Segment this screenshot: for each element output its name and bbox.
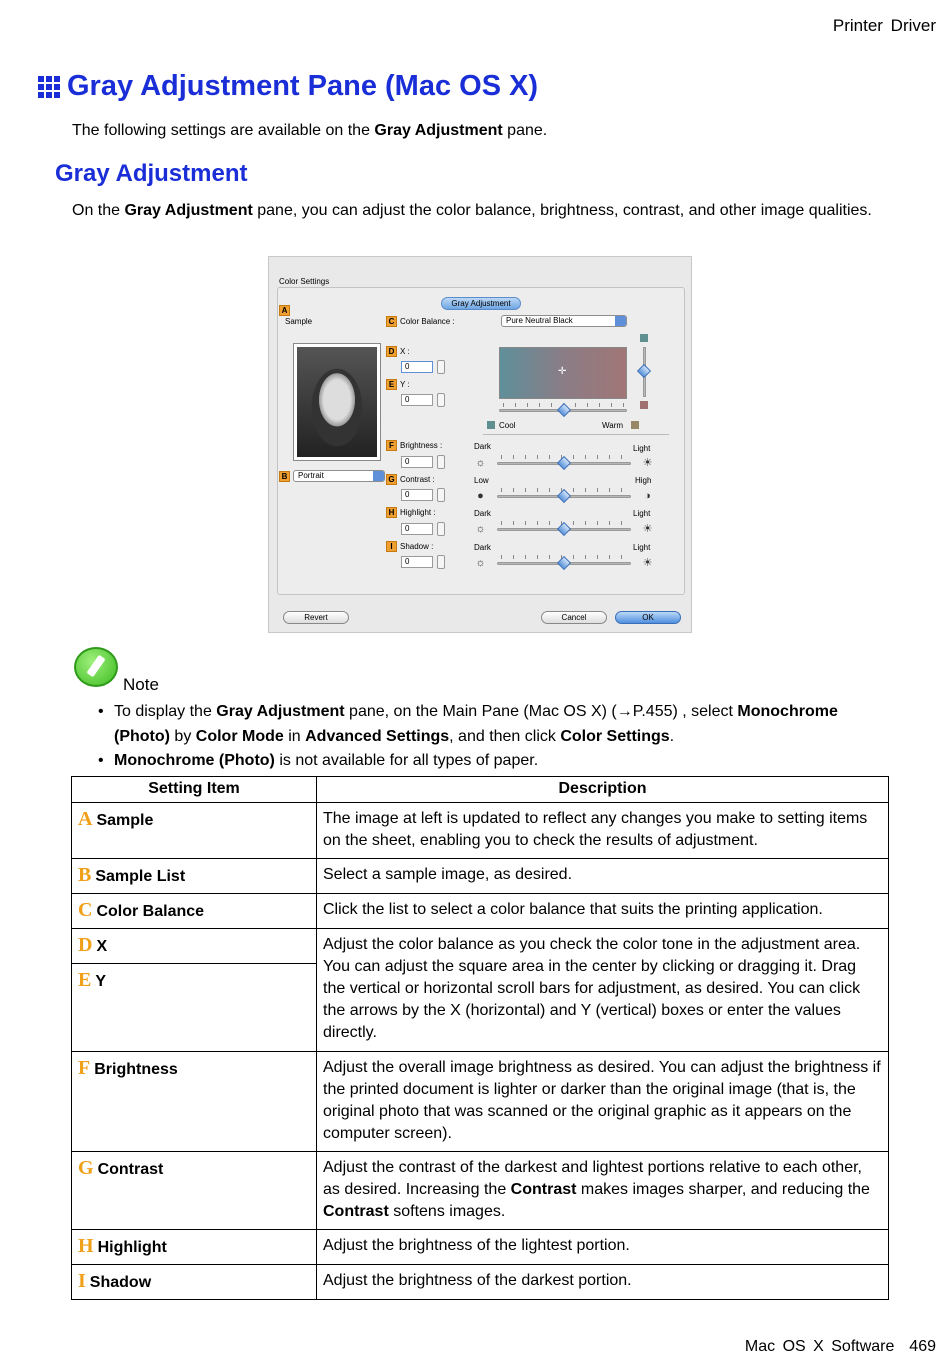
item-name: Sample	[96, 812, 154, 829]
contrast-stepper[interactable]	[437, 488, 445, 502]
table-row	[72, 1265, 889, 1300]
brightness-label: Brightness :	[400, 441, 443, 450]
footer-section: Mac OS X Software	[744, 1338, 895, 1355]
t: To display the	[114, 703, 217, 720]
warm-swatch-vertical	[640, 401, 648, 409]
intro-pre: The following settings are available on the	[72, 122, 375, 139]
b: Advanced Settings	[305, 727, 450, 745]
setting-desc: Select a sample image, as desired.	[317, 859, 889, 894]
popup-arrow-icon	[373, 471, 384, 481]
brightness-light-label: Light	[633, 444, 651, 453]
shadow-field[interactable]: 0	[401, 556, 433, 568]
shadow-dark-label: Dark	[474, 543, 491, 552]
b: Color Mode	[195, 727, 284, 745]
intro-text	[72, 122, 547, 140]
low-contrast-icon: ●	[477, 490, 484, 502]
b: Gray Adjustment	[216, 703, 345, 720]
note-pencil-icon	[74, 647, 118, 687]
setting-desc	[317, 1152, 889, 1230]
setting-desc: Adjust the overall image brightness as desired. You can adjust the brightness if the printed document is lighter or darker than the original image (that is, the original photo that was scanned or the original graphic as it appears on the computer screen).	[317, 1052, 889, 1152]
light-sun-icon: ☀	[642, 523, 653, 535]
b: Color Settings	[560, 727, 670, 745]
light-sun-icon: ☀	[642, 557, 653, 569]
cancel-button[interactable]: Cancel	[541, 611, 607, 624]
note-bullet-2	[96, 749, 896, 774]
item-letter: G	[78, 1157, 94, 1179]
high-contrast-icon: ◑	[644, 490, 651, 502]
t: Adjust the contrast of the darkest and lightest portions relative to each other, as desired. Increasing the	[323, 1159, 862, 1198]
item-name: Shadow	[89, 1274, 152, 1291]
shadow-light-label: Light	[633, 543, 651, 552]
contrast-high-label: High	[635, 476, 652, 485]
contrast-label: Contrast :	[400, 475, 435, 484]
sample-image	[293, 343, 381, 461]
t: pane, on the Main Pane (Mac OS X) (→P.455) , select	[344, 703, 738, 720]
note-label: Note	[123, 675, 159, 694]
b: Monochrome (Photo)	[114, 703, 838, 745]
col-setting-item: Setting Item	[72, 777, 317, 803]
tab-gray-adjustment[interactable]: Gray Adjustment	[441, 297, 521, 310]
setting-item	[72, 1052, 317, 1152]
revert-button[interactable]: Revert	[283, 611, 349, 624]
setting-desc: Adjust the color balance as you check the color tone in the adjustment area. You can adjust the square area in the center by clicking or dragging it. Drag the vertical or horizontal scroll bars for adjustment, as desired. You can click the arrows by the X (horizontal) and Y (vertical) boxes or enter the values directly.	[317, 929, 889, 1052]
col-description: Description	[317, 777, 889, 803]
para-bold: Gray Adjustment	[124, 202, 253, 219]
badge-f: F	[386, 440, 397, 451]
setting-desc: Click the list to select a color balance that suits the printing application.	[317, 894, 889, 929]
brightness-dark-label: Dark	[474, 442, 491, 451]
badge-d: D	[386, 346, 397, 357]
setting-item	[72, 803, 317, 859]
x-field[interactable]: 0	[401, 361, 433, 373]
brightness-field[interactable]: 0	[401, 456, 433, 468]
dark-sun-icon: ☼	[475, 557, 486, 569]
dialog-title: Color Settings	[279, 277, 330, 286]
setting-desc: Adjust the brightness of the lightest portion.	[317, 1230, 889, 1265]
table-row	[72, 1230, 889, 1265]
setting-item	[72, 964, 317, 1052]
t: .	[669, 727, 675, 745]
contrast-low-label: Low	[474, 476, 489, 485]
shadow-stepper[interactable]	[437, 555, 445, 569]
cool-swatch-vertical	[640, 334, 648, 342]
table-row	[72, 929, 889, 964]
color-settings-dialog	[268, 256, 692, 633]
item-letter: I	[78, 1270, 86, 1292]
t: by	[169, 727, 196, 745]
color-balance-value: Pure Neutral Black	[506, 316, 573, 325]
section-grid-icon	[38, 76, 62, 98]
warm-label: Warm	[602, 421, 624, 430]
b: Contrast	[323, 1203, 389, 1220]
t: , and then click	[449, 727, 561, 745]
setting-item	[72, 859, 317, 894]
item-letter: E	[78, 969, 92, 991]
b: Monochrome (Photo)	[114, 752, 275, 769]
badge-h: H	[386, 507, 397, 518]
para-pre: On the	[72, 202, 125, 219]
para-post: pane, you can adjust the color balance, brightness, contrast, and other image qualities.	[252, 202, 872, 219]
item-letter: A	[78, 808, 93, 830]
sample-label: Sample	[285, 317, 313, 326]
running-footer	[745, 1338, 936, 1356]
y-field[interactable]: 0	[401, 394, 433, 406]
setting-item	[72, 1265, 317, 1300]
color-balance-popup[interactable]	[501, 315, 627, 327]
sample-list-value: Portrait	[298, 471, 324, 480]
t: is not available for all types of paper.	[274, 752, 539, 769]
badge-c: C	[386, 316, 397, 327]
item-name: Contrast	[97, 1161, 164, 1178]
item-letter: H	[78, 1235, 94, 1257]
item-letter: B	[78, 864, 92, 886]
page-title-block	[38, 70, 538, 103]
shadow-label: Shadow :	[400, 542, 434, 551]
item-name: Highlight	[97, 1239, 167, 1256]
table-row	[72, 1052, 889, 1152]
badge-a: A	[279, 305, 290, 316]
light-sun-icon: ☀	[642, 457, 653, 469]
popup-arrow-icon	[615, 316, 626, 326]
highlight-light-label: Light	[633, 509, 651, 518]
item-letter: F	[78, 1057, 91, 1079]
page-number: 469	[909, 1338, 936, 1355]
note-bullets	[96, 700, 896, 774]
x-stepper[interactable]	[437, 360, 445, 374]
setting-desc: The image at left is updated to reflect any changes you make to setting items on the sheet, enabling you to check the results of adjustment.	[317, 803, 889, 859]
cool-label: Cool	[499, 421, 516, 430]
brightness-stepper[interactable]	[437, 455, 445, 469]
running-header: Printer Driver	[832, 16, 936, 35]
setting-desc: Adjust the brightness of the darkest portion.	[317, 1265, 889, 1300]
item-name: Color Balance	[96, 903, 205, 920]
divider	[483, 434, 669, 435]
y-label: Y :	[400, 380, 410, 389]
settings-table	[71, 776, 889, 1300]
crosshair-icon[interactable]: ✛	[558, 366, 567, 377]
sample-photo	[297, 347, 377, 457]
table-row	[72, 894, 889, 929]
item-letter: C	[78, 899, 93, 921]
page-title: Gray Adjustment Pane (Mac OS X)	[67, 70, 539, 102]
y-stepper[interactable]	[437, 393, 445, 407]
badge-g: G	[386, 474, 397, 485]
ok-button[interactable]: OK	[615, 611, 681, 624]
dark-sun-icon: ☼	[475, 457, 486, 469]
setting-item	[72, 1230, 317, 1265]
table-row	[72, 1152, 889, 1230]
color-balance-label: Color Balance :	[400, 317, 455, 326]
table-header-row	[72, 777, 889, 803]
sample-list-popup[interactable]	[293, 470, 385, 482]
setting-item	[72, 1152, 317, 1230]
setting-item	[72, 929, 317, 964]
cool-swatch	[487, 421, 495, 429]
warm-swatch	[631, 421, 639, 429]
section-paragraph	[72, 199, 882, 223]
intro-post: pane.	[502, 122, 548, 139]
highlight-label: Highlight :	[400, 508, 436, 517]
table-row	[72, 803, 889, 859]
badge-i: I	[386, 541, 397, 552]
badge-e: E	[386, 379, 397, 390]
t: makes images sharper, and reducing the	[576, 1181, 870, 1198]
intro-bold: Gray Adjustment	[374, 122, 503, 139]
item-name: Brightness	[94, 1061, 178, 1078]
setting-item	[72, 894, 317, 929]
item-name: X	[96, 938, 108, 955]
highlight-field[interactable]: 0	[401, 523, 433, 535]
item-letter: D	[78, 934, 93, 956]
table-row	[72, 859, 889, 894]
badge-b: B	[279, 471, 290, 482]
t: softens images.	[388, 1203, 506, 1220]
note-bullet-1	[96, 700, 896, 749]
contrast-field[interactable]: 0	[401, 489, 433, 501]
highlight-dark-label: Dark	[474, 509, 491, 518]
highlight-stepper[interactable]	[437, 522, 445, 536]
section-title: Gray Adjustment	[55, 160, 248, 187]
x-label: X :	[400, 347, 410, 356]
t: in	[283, 727, 306, 745]
dark-sun-icon: ☼	[475, 523, 486, 535]
b: Contrast	[510, 1181, 577, 1198]
item-name: Sample List	[95, 868, 186, 885]
item-name: Y	[95, 973, 107, 990]
